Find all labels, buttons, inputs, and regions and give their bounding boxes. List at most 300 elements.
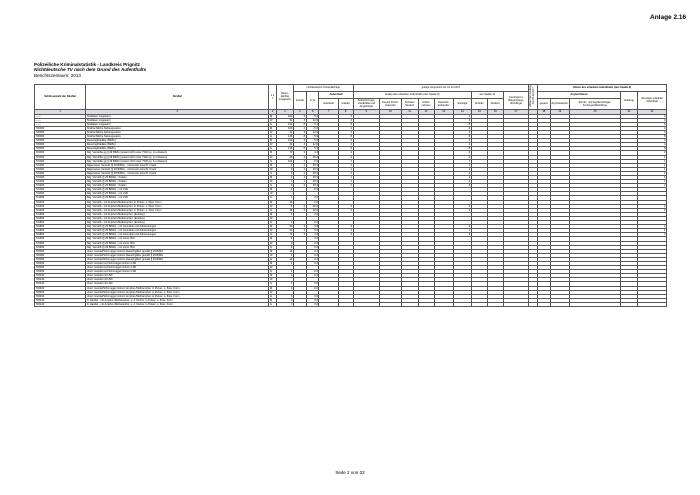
cell-sex: M — [269, 225, 276, 229]
cell-sex: G — [269, 196, 276, 200]
group-header-aufenthalt: Aufenthalt — [319, 92, 353, 99]
cell-schluessel: 732300 — [35, 266, 86, 270]
cell-straftat: Unerl. Handel/Schmuggel mit/von Rauschgiften gemäß § 29 BtMG — [86, 249, 269, 253]
cell-sex: W — [269, 290, 276, 294]
cell-straftat: Straftaten insgesamt — [86, 118, 269, 122]
cell-inpct: 0,0 — [306, 221, 319, 225]
cell-anzahl: 4 — [293, 155, 306, 159]
cell-schluessel: 731800 — [35, 233, 86, 237]
cell-inpct: 0,0 — [306, 302, 319, 306]
col-header-sonstige: Sonstige — [453, 99, 471, 110]
cell-erlaubt: 8 — [338, 122, 353, 126]
cell-straftat: Unerl. Handel/Schmuggel mit/von Amphet./Methamphet. in Pulver- o. flüss. Form — [86, 294, 269, 298]
column-number: 5 — [293, 109, 306, 114]
cell-inpct: 33,3 — [306, 171, 319, 175]
cell-sex: W — [269, 229, 276, 233]
cell-sonstige: 4 — [453, 155, 471, 159]
cell-inpct: 0,0 — [306, 286, 319, 290]
cell-inpct: 33,3 — [306, 163, 319, 167]
cell-tv-insgesamt: 3 — [276, 302, 293, 306]
column-number: 4 — [276, 109, 293, 114]
cell-tv-insgesamt: 6 — [276, 245, 293, 249]
report-subtitle: Nichtdeutsche TV nach dem Grund des Aufenthalts — [34, 67, 147, 73]
cell-inpct: 5,9 — [306, 147, 319, 151]
cell-sex: W — [269, 241, 276, 245]
cell-erlaubt: 1 — [338, 163, 353, 167]
column-number: 1 — [35, 109, 86, 114]
cell-schluessel: 732410 — [35, 298, 86, 302]
cell-erlaubt: 1 — [338, 167, 353, 171]
cell-anzahl: 4 — [293, 130, 306, 134]
cell-tv-insgesamt: 106 — [276, 159, 293, 163]
cell-inpct: 0,0 — [306, 249, 319, 253]
cell-tv-insgesamt: 136 — [276, 147, 293, 151]
cell-sex: G — [269, 270, 276, 274]
cell-straftat: Allg. Verstöß - mit Amphet./Methamphet. (Ecstasy) — [86, 212, 269, 216]
cell-tv-insgesamt: 3 — [276, 167, 293, 171]
column-number: 10 — [380, 109, 401, 114]
cell-sex: M — [269, 139, 276, 143]
cell-sex: G — [269, 233, 276, 237]
annex-label: Anlage 2.16 — [650, 14, 687, 21]
cell-empty — [401, 302, 418, 306]
cell-inpct: 33,3 — [306, 180, 319, 184]
cell-erlaubt: 3 — [338, 225, 353, 229]
cell-sonstige: 1 — [453, 180, 471, 184]
cell-schluessel: 731400 — [35, 200, 86, 204]
cell-schluessel: 731100 — [35, 167, 86, 171]
cell-tv-insgesamt: 6 — [276, 171, 293, 175]
cell-erlaubt: 7 — [338, 159, 353, 163]
cell-schluessel: 731800 — [35, 225, 86, 229]
cell-empty — [434, 302, 453, 306]
cell-sonstiger: 1 — [638, 163, 667, 167]
cell-straftat: Unerl. Handel/Schmuggel mit/von Amphet./Methamphet. in Pulver- o. flüss. Form — [86, 290, 269, 294]
cell-inpct: 40,0 — [306, 204, 319, 208]
cell-sonstige: 4 — [453, 130, 471, 134]
cell-schluessel: 731900 — [35, 241, 86, 245]
cell-inpct: 5,0 — [306, 229, 319, 233]
cell-empty — [471, 302, 487, 306]
col-header-schueler-student: Schüler/ Student — [401, 99, 418, 110]
cell-inpct: 12,9 — [306, 143, 319, 147]
cell-erlaubt: 4 — [338, 114, 353, 118]
cell-inpct: 33,3 — [306, 176, 319, 180]
cell-straftat: Allg. Verstöß (§ 29 BtMG) - mit LSD — [86, 192, 269, 196]
cell-straftat: Allgemeiner Verstoß (§ 29 BtMG) - mit Heroin einschl. Crack — [86, 171, 269, 175]
cell-sonstige: 4 — [453, 118, 471, 122]
cell-schluessel: 731900 — [35, 245, 86, 249]
cell-sex: W — [269, 167, 276, 171]
cell-erlaubt: 4 — [338, 143, 353, 147]
cell-anzahl: 2 — [293, 204, 306, 208]
cell-erlaubt: 1 — [338, 176, 353, 180]
cell-anzahl — [293, 302, 306, 306]
column-number: 2 — [86, 109, 269, 114]
cell-straftat: Allg. Verstöß (§ 29 BtMG) - Kokain — [86, 184, 269, 188]
cell-tv-insgesamt: 1 — [276, 188, 293, 192]
cell-straftat: Allg. Verstöß (§ 29 BtMG) - mit sonst. Btm — [86, 245, 269, 249]
group-header-anlass: Anlass des erlaubten Aufenthalts (aus Spalte 8) — [353, 92, 471, 99]
cell-straftat: Allg. Verstöß (§ 29 BtMG) - mit Cannabis und Zubereitungen — [86, 233, 269, 237]
cell-schluessel: 730000 — [35, 143, 86, 147]
cell-schluessel: 731300 — [35, 192, 86, 196]
cell-schluessel: 731200 — [35, 176, 86, 180]
cell-anzahl: 8 — [293, 147, 306, 151]
cell-straftat: Allg. Verstöß (§ 29 BtMG) - Kokain — [86, 176, 269, 180]
column-number: 11 — [401, 109, 418, 114]
cell-erlaubt: 2 — [338, 204, 353, 208]
cell-straftat: Allg. Verstöß (§ 29 BtMG) - mit Cannabis und Zubereitungen — [86, 225, 269, 229]
cell-anzahl: 1 — [293, 163, 306, 167]
cell-empty — [529, 302, 538, 306]
col-header-sex: s e x — [269, 85, 276, 110]
cell-tv-insgesamt: 136 — [276, 135, 293, 139]
cell-sonstiger: 3 — [638, 225, 667, 229]
cell-sex: W — [269, 130, 276, 134]
page-footer: Seite 2 von 22 — [335, 470, 365, 475]
column-number: 16 — [487, 109, 503, 114]
cell-schluessel: 731000 — [35, 155, 86, 159]
cell-schluessel: 731000 — [35, 151, 86, 155]
col-header-schluessel: Schlüsselzahl der Straftat — [35, 85, 86, 110]
cell-sonstige: 1 — [453, 176, 471, 180]
column-number: 22 — [638, 109, 667, 114]
cell-tv-insgesamt: 3 — [276, 253, 293, 257]
col-header-erlaubt: erlaubt — [338, 99, 353, 110]
cell-anzahl: 1 — [293, 229, 306, 233]
cell-erlaubt: 2 — [338, 171, 353, 175]
col-header-duldung: Duldung — [621, 92, 638, 110]
cell-erlaubt: 2 — [338, 208, 353, 212]
cell-inpct: 15,4 — [306, 155, 319, 159]
cell-sonstige — [453, 302, 471, 306]
cell-sonstiger: 7 — [638, 159, 667, 163]
cell-sex: G — [269, 245, 276, 249]
cell-schluessel: 731400 — [35, 208, 86, 212]
cell-schluessel: 730000 — [35, 139, 86, 143]
col-header-straftat: Straftat — [86, 85, 269, 110]
cell-sex: M — [269, 298, 276, 302]
col-header-sonstiger: Sonstiger erlaubter Aufenthalt — [638, 92, 667, 110]
cell-sonstige: 1 — [453, 163, 471, 167]
cell-schluessel: 731500 — [35, 216, 86, 220]
cell-tv-insgesamt: 70 — [276, 151, 293, 155]
column-number: 14 — [453, 109, 471, 114]
cell-tv-insgesamt: 3 — [276, 294, 293, 298]
cell-schluessel: ------ — [35, 118, 86, 122]
cell-straftat: Unerl. Handel/Schmuggel mit/von Rauschgiften gemäß § 29 BtMG — [86, 253, 269, 257]
cell-sex: G — [269, 171, 276, 175]
cell-anzahl: 7 — [293, 159, 306, 163]
cell-sonstiger: 1 — [638, 180, 667, 184]
cell-erlaubt: 4 — [338, 155, 353, 159]
report-header — [34, 62, 146, 78]
cell-tv-insgesamt: 72 — [276, 233, 293, 237]
cell-sonstiger: 8 — [638, 147, 667, 151]
cell-inpct: 0,0 — [306, 270, 319, 274]
report-title: Polizeiliche Kriminalstatistik - Landkreis Prignitz — [34, 62, 140, 67]
cell-erlaubt: 8 — [338, 147, 353, 151]
cell-tv-insgesamt: 4 — [276, 237, 293, 241]
cell-straftat: Allg. Verstöß - mit Amphet./Methamphet. in Pulver- o. flüss. Form — [86, 208, 269, 212]
cell-schluessel: ------ — [35, 122, 86, 126]
cell-sonstiger: 2 — [638, 171, 667, 175]
cell-sonstiger: 1 — [638, 167, 667, 171]
cell-inpct: 0,0 — [306, 298, 319, 302]
cell-anzahl: 3 — [293, 151, 306, 155]
cell-anzahl: 1 — [293, 180, 306, 184]
cell-sex: G — [269, 135, 276, 139]
cell-anzahl: 4 — [293, 139, 306, 143]
cell-tv-insgesamt: 2 — [276, 241, 293, 245]
cell-anzahl: 2 — [293, 208, 306, 212]
cell-inpct: 5,6 — [306, 126, 319, 130]
cell-straftat: Unerl. Handel und Schmuggel mit/von LSD — [86, 266, 269, 270]
cell-erlaubt: 1 — [338, 229, 353, 233]
cell-straftat: Allg. Verstöß (§ 29 BtMG) - mit sonst. Btm — [86, 237, 269, 241]
col-header-gesamt: gesamt — [537, 99, 550, 110]
column-number: 13 — [434, 109, 453, 114]
cell-inpct: 0,0 — [306, 237, 319, 241]
cell-sonstige: 3 — [453, 151, 471, 155]
column-number: 18 — [537, 109, 550, 114]
cell-sonstiger: 2 — [638, 184, 667, 188]
cell-tv-insgesamt: 1 — [276, 270, 293, 274]
cell-inpct: 0,0 — [306, 282, 319, 286]
cell-sex: M — [269, 249, 276, 253]
cell-inpct: 12,5 — [306, 208, 319, 212]
cell-sonstiger: 4 — [638, 114, 667, 118]
cell-schluessel: 732300 — [35, 270, 86, 274]
cell-empty — [621, 302, 638, 306]
cell-straftat: Allg. Verstöße gg § 29 BtMG (soweit nicht unter 7340 pp. zu erfassen) — [86, 155, 269, 159]
cell-straftat: Strafrechtliche Nebengesetze — [86, 126, 269, 130]
cell-sex: M — [269, 188, 276, 192]
cell-schluessel: 730000 — [35, 126, 86, 130]
cell-sonstige: 4 — [453, 126, 471, 130]
cell-straftat: Unerl. Handel und Schmuggel mit/von LSD — [86, 270, 269, 274]
cell-schluessel: 731900 — [35, 237, 86, 241]
cell-sonstiger: 1 — [638, 229, 667, 233]
col-header-asylbewerber: Asyl-bewerber — [550, 99, 569, 110]
cell-inpct: 0,0 — [306, 294, 319, 298]
cell-schluessel: 732310 — [35, 278, 86, 282]
cell-inpct: 0,0 — [306, 257, 319, 261]
cell-sonstiger: 4 — [638, 143, 667, 147]
cell-tv-insgesamt: 1 — [276, 196, 293, 200]
statistics-table — [34, 84, 667, 307]
cell-empty — [418, 302, 434, 306]
cell-tv-insgesamt: 11 — [276, 200, 293, 204]
cell-sex: M — [269, 237, 276, 241]
col-header-unerlaubt: unerlaubt — [319, 99, 338, 110]
cell-sex: G — [269, 257, 276, 261]
cell-straftat: Allg. Verstöß - mit Amphet./Methamphet. (Ecstasy) — [86, 216, 269, 220]
cell-schluessel: 731300 — [35, 188, 86, 192]
cell-tv-insgesamt: 5 — [276, 204, 293, 208]
cell-anzahl: 8 — [293, 135, 306, 139]
cell-erlaubt: 8 — [338, 135, 353, 139]
cell-schluessel: 731500 — [35, 221, 86, 225]
cell-erlaubt: 2 — [338, 184, 353, 188]
cell-tv-insgesamt: 31 — [276, 118, 293, 122]
cell-sonstige: 7 — [453, 159, 471, 163]
cell-sonstige: 2 — [453, 171, 471, 175]
cell-empty — [550, 302, 569, 306]
cell-inpct: 0,0 — [306, 245, 319, 249]
col-header-schueler: Schüler — [471, 99, 487, 110]
cell-schluessel: 732400 — [35, 294, 86, 298]
cell-tv-insgesamt: 131 — [276, 122, 293, 126]
cell-tv-insgesamt: 1 — [276, 261, 293, 265]
cell-sex: W — [269, 155, 276, 159]
column-number: 17 — [503, 109, 529, 114]
cell-tv-insgesamt: 4 — [276, 163, 293, 167]
cell-tv-insgesamt: 4 — [276, 176, 293, 180]
cell-straftat: Allg. Verstöße gg § 29 BtMG (soweit nicht unter 7340 pp. zu erfassen) — [86, 151, 269, 155]
cell-tv-insgesamt: 3 — [276, 298, 293, 302]
cell-inpct: 5,6 — [306, 114, 319, 118]
col-header-duldung-rot: Ablauf der Duldung bis 31.12.2017 — [529, 85, 538, 110]
cell-straftat: Allgemeiner Verstoß (§ 29 BtMG) - mit Heroin einschl. Crack — [86, 167, 269, 171]
column-number: 3 — [269, 109, 276, 114]
cell-inpct: 5,8 — [306, 225, 319, 229]
cell-sonstige: 4 — [453, 143, 471, 147]
cell-schluessel: ------ — [35, 114, 86, 118]
cell-straftat: Allg. Verstöß - mit Amphet./Methamphet. in Pulver- o. flüss. Form — [86, 204, 269, 208]
cell-sonstige: 3 — [453, 225, 471, 229]
cell-erlaubt: 1 — [338, 180, 353, 184]
cell-straftat: Rauschgiftdelikte (BtMG) — [86, 139, 269, 143]
cell-straftat: Unerl. Handel mit LSD — [86, 278, 269, 282]
cell-sex: M — [269, 126, 276, 130]
cell-straftat: Unerl. Handel/Schmuggel mit/von Rauschgiften gemäß § 29 BtMG — [86, 257, 269, 261]
cell-straftat: Unerl. Handel mit LSD — [86, 282, 269, 286]
cell-straftat: Strafrechtliche Nebengesetze — [86, 135, 269, 139]
cell-anzahl: 4 — [293, 118, 306, 122]
cell-sonstiger: 3 — [638, 151, 667, 155]
cell-schluessel: 732410 — [35, 302, 86, 306]
cell-straftat: ill. Handel - mit Amphet./Methamphet. u. d. Derive. in Pulver- o. flüss. Form — [86, 302, 269, 306]
cell-inpct: 12,9 — [306, 118, 319, 122]
cell-inpct: 5,6 — [306, 139, 319, 143]
cell-inpct: 4,2 — [306, 233, 319, 237]
cell-anzahl: 4 — [293, 143, 306, 147]
cell-inpct: 0,0 — [306, 241, 319, 245]
cell-inpct: 0,0 — [306, 196, 319, 200]
cell-inpct: 6,1 — [306, 122, 319, 126]
cell-sex: M — [269, 163, 276, 167]
column-number: 21 — [621, 109, 638, 114]
cell-sonstige: 4 — [453, 139, 471, 143]
cell-empty — [353, 302, 380, 306]
cell-sex: G — [269, 159, 276, 163]
cell-inpct: 0,0 — [306, 188, 319, 192]
cell-empty — [487, 302, 503, 306]
cell-erlaubt: 4 — [338, 118, 353, 122]
cell-sex: M — [269, 176, 276, 180]
cell-schluessel: 731200 — [35, 184, 86, 188]
cell-empty — [380, 302, 401, 306]
cell-sex: G — [269, 208, 276, 212]
cell-sex: G — [269, 184, 276, 188]
cell-straftat: Allgemeiner Verstoß (§ 29 BtMG) - mit Heroin einschl. Crack — [86, 163, 269, 167]
cell-inpct: 4,3 — [306, 151, 319, 155]
cell-schluessel: 732310 — [35, 274, 86, 278]
column-number: 9 — [353, 109, 380, 114]
cell-tv-insgesamt: 1 — [276, 274, 293, 278]
cell-straftat: Allg. Verstöß - mit Amphet./Methamphet. (Ecstasy) — [86, 221, 269, 225]
cell-sonstiger: 4 — [638, 139, 667, 143]
group-header-asyl: Asylverfahren — [537, 92, 620, 99]
cell-straftat: Straftaten insgesamt — [86, 122, 269, 126]
col-header-schutz: Schutz- und Asylberechtigte, Kontingentflüchtlinge — [569, 99, 620, 110]
cell-tv-insgesamt: 19 — [276, 257, 293, 261]
cell-schluessel: 730000 — [35, 135, 86, 139]
cell-straftat: Allg. Verstöß (§ 29 BtMG) - mit sonst. Btm — [86, 241, 269, 245]
cell-schluessel: 732400 — [35, 290, 86, 294]
cell-sonstiger: 2 — [638, 204, 667, 208]
cell-schluessel: 732400 — [35, 286, 86, 290]
cell-empty — [537, 302, 550, 306]
cell-sonstiger — [638, 302, 667, 306]
cell-sex: W — [269, 216, 276, 220]
cell-straftat: Allg. Verstöß (§ 29 BtMG) - mit LSD — [86, 188, 269, 192]
cell-sex: G — [269, 302, 276, 306]
cell-sonstiger: 1 — [638, 176, 667, 180]
cell-sex: M — [269, 212, 276, 216]
cell-sex: G — [269, 294, 276, 298]
cell-schluessel: 732310 — [35, 282, 86, 286]
cell-schluessel: 732000 — [35, 253, 86, 257]
cell-sonstige: 8 — [453, 122, 471, 126]
cell-schluessel: 731500 — [35, 212, 86, 216]
cell-sex: M — [269, 274, 276, 278]
cell-sex: G — [269, 221, 276, 225]
cell-sex: W — [269, 180, 276, 184]
cell-sex: W — [269, 266, 276, 270]
cell-inpct: 33,3 — [306, 184, 319, 188]
cell-sex: M — [269, 261, 276, 265]
cell-sonstige: 4 — [453, 114, 471, 118]
group-header-gueltig: gültige Ansprüche bis 31.12.2017 — [353, 85, 529, 92]
cell-schluessel: 730000 — [35, 130, 86, 134]
cell-sex: G — [269, 122, 276, 126]
col-header-tv-insgesamt: Tatver-dächtig insgesamt — [276, 85, 293, 110]
col-header-anzahl: Anzahl — [293, 92, 306, 110]
cell-tv-insgesamt: 2 — [276, 221, 293, 225]
cell-schluessel: 731400 — [35, 204, 86, 208]
cell-erlaubt: 4 — [338, 126, 353, 130]
col-header-tourist: Tourist/ Durch-reisender — [380, 99, 401, 110]
cell-anzahl: 4 — [293, 114, 306, 118]
cell-tv-insgesamt: 100 — [276, 126, 293, 130]
cell-tv-insgesamt: 31 — [276, 130, 293, 134]
cell-schluessel: 731000 — [35, 159, 86, 163]
cell-sonstige: 2 — [453, 204, 471, 208]
cell-inpct: 0,0 — [306, 261, 319, 265]
cell-sonstiger: 4 — [638, 118, 667, 122]
cell-tv-insgesamt: 2 — [276, 212, 293, 216]
col-header-stationiert: Stationierungs-streitkräfte und Angehörige — [353, 99, 380, 110]
table-body — [35, 114, 667, 306]
cell-inpct: 33,3 — [306, 167, 319, 171]
cell-unerlaubt — [319, 302, 338, 306]
cell-anzahl: 1 — [293, 176, 306, 180]
cell-sex: M — [269, 114, 276, 118]
cell-tv-insgesamt: 52 — [276, 225, 293, 229]
